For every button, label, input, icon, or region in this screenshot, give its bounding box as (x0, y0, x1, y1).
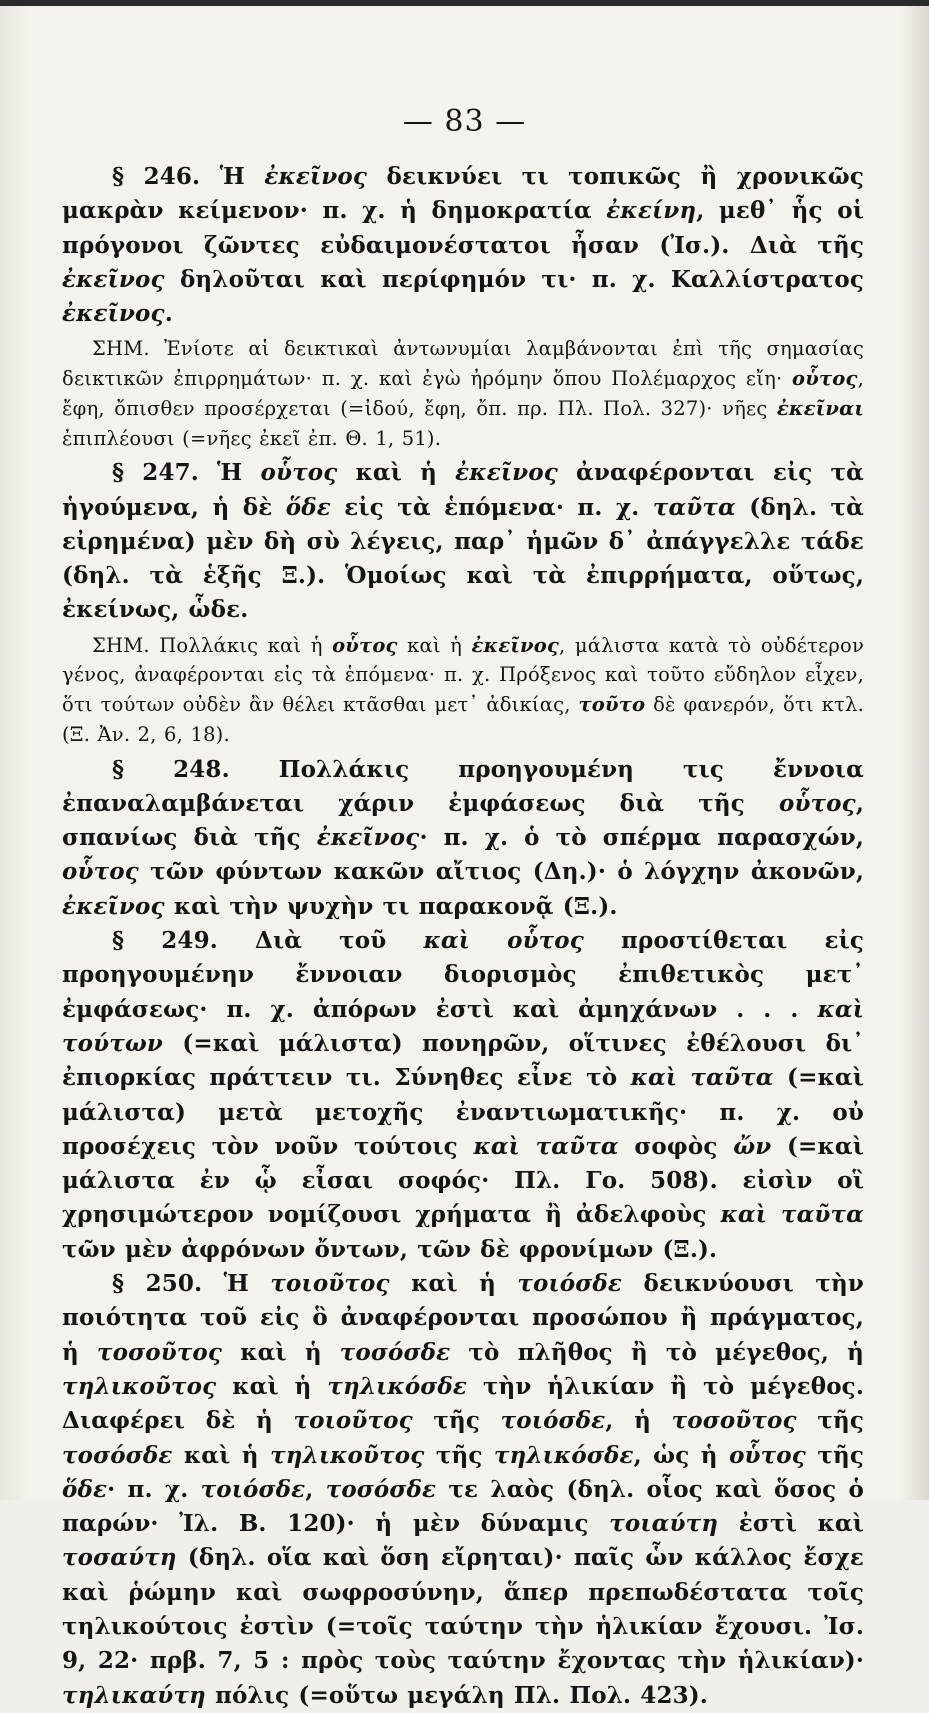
text-body (62, 160, 864, 1713)
text-run: καὶ ἡ (337, 459, 456, 487)
text-run: εἰς τὰ ἑπόμενα· π. χ. (330, 493, 653, 521)
text-run: δὲ φανερόν, ὅτι κτλ. (Ξ. Ἀν. 2, 6, 18). (62, 693, 864, 746)
text-run: τῆς (805, 1441, 865, 1469)
text-run: , ἔφη, ὄπισθεν προσέρχεται (=ἰδού, ἔφη, ὄπ. πρ. Πλ. Πολ. 327)· νῆες (62, 367, 864, 420)
text-run: σοφὸς (618, 1132, 734, 1160)
emphasized-word: τοιόσδε (500, 1407, 606, 1435)
emphasized-word: καὶ τούτων (62, 995, 864, 1057)
emphasized-word: τοσόσδε (325, 1475, 437, 1503)
text-run: τῶν φύντων κακῶν αἴτιος (Δη.)· ὁ λόγχην ἀκονῶν, (138, 858, 864, 886)
emphasized-word: τηλικαύτη (62, 1681, 206, 1709)
emphasized-word: καὶ ταῦτα (720, 1201, 865, 1229)
emphasized-word: τοιόσδε (200, 1475, 306, 1503)
emphasized-word: τοσόσδε (62, 1441, 173, 1469)
section-paragraph-s249 (62, 924, 864, 1267)
text-run: τῆς (412, 1407, 501, 1435)
emphasized-word: ὅδε (285, 493, 331, 521)
emphasized-word: τοσοῦτος (96, 1338, 223, 1366)
emphasized-word: ἐκεῖνος (62, 265, 165, 293)
emphasized-word: ἐκεῖνος (455, 459, 558, 487)
text-run: § 249. Διὰ τοῦ (112, 927, 424, 955)
text-run: (=καὶ μάλιστα) πονηρῶν, οἵτινες ἐθέλουσι δι᾽ ἐπιορκίας πράττειν τι. Σύνηθες εἶνε τὸ (62, 1029, 864, 1092)
text-run: § 247. Ἡ (112, 459, 261, 487)
text-run: , (305, 1475, 326, 1503)
emphasized-word: οὗτος (260, 459, 338, 487)
emphasized-word: τοιοῦτος (270, 1270, 390, 1298)
text-run: § 250. Ἡ (112, 1270, 271, 1298)
text-run: καὶ τὴν ψυχὴν τι παρακονᾷ (Ξ.). (164, 892, 618, 920)
text-run: δηλοῦται καὶ περίφημόν τι· π. χ. Καλλίστρατος (164, 265, 864, 293)
text-run: ΣΗΜ. Ἐνίοτε αἱ δεικτικαὶ ἀντωνυμίαι λαμβάνονται ἐπὶ τῆς σημασίας δεικτικῶν ἐπιρρημάτων· π. χ. καὶ ἐγὼ ἠρόμην ὅπου Πολέμαρχος εἴη· (62, 337, 864, 391)
text-run: ἐστὶ καὶ (718, 1510, 864, 1538)
emphasized-word: ἐκεῖναι (776, 396, 864, 420)
emphasized-word: οὗτος (729, 1441, 806, 1469)
emphasized-word: ἐκεῖνος (62, 892, 165, 920)
page-number: — 83 — (402, 104, 527, 139)
emphasized-word: τοιοῦτος (293, 1407, 413, 1435)
top-edge-rule (0, 0, 929, 6)
text-run: (δηλ. τὰ εἰρημένα) μὲν δὴ σὺ λέγεις, παρ᾽ ἡμῶν δ᾽ ἀπάγγελλε τάδε (δηλ. τὰ ἑξῆς Ξ.). Ὁμοίως καὶ τὰ ἐπιρρήματα, οὕτως, ἐκείνως, ὧδε. (62, 493, 864, 624)
text-run: καὶ ἡ (389, 1270, 518, 1298)
emphasized-word: ἐκεῖνος (264, 163, 368, 190)
emphasized-word: τοσοῦτος (671, 1407, 797, 1435)
text-run: , ὡς ἡ (633, 1441, 730, 1469)
text-run: , σπανίως διὰ τῆς (62, 789, 864, 852)
text-run: καὶ ἡ (397, 633, 472, 657)
text-run: (δηλ. οἵα καὶ ὅση εἴρηται)· παῖς ὧν κάλλος ἔσχε καὶ ῥώμην καὶ σωφροσύνην, ἅπερ πρεπωδέστατα τοῖς τηλικούτοις ἐστὶν (=τοῖς ταύτην τὴν ἡλικίαν ἔχουσι. Ἰσ. 9, 22· πρβ. 7, 5 : πρὸς τοὺς ταύτην ἔχοντας τὴν ἡλικίαν)· (62, 1544, 864, 1675)
text-run: καὶ ἡ (172, 1441, 271, 1469)
emphasized-word: ἐκείνη (606, 197, 697, 225)
text-run: (=καὶ μάλιστα) μετὰ μετοχῆς ἐναντιωματικῆς· π. χ. οὐ προσέχεις τὸν νοῦν τούτοις (62, 1064, 865, 1160)
text-run: . (164, 300, 173, 328)
emphasized-word: τηλικοῦτος (62, 1372, 217, 1400)
section-paragraph-s248 (62, 753, 864, 924)
text-run: ΣΗΜ. Πολλάκις καὶ ἡ (92, 633, 333, 657)
emphasized-word: καὶ ταῦτα (630, 1064, 774, 1092)
emphasized-word: οὗτος (792, 367, 858, 391)
text-run: · π. χ. (107, 1475, 201, 1503)
text-run: πόλις (=οὕτω μεγάλη Πλ. Πολ. 423). (205, 1681, 708, 1709)
emphasized-word: τοσαύτη (62, 1544, 177, 1572)
text-run: τὸ πλῆθος ἢ τὸ μέγεθος, ἡ (450, 1338, 864, 1366)
text-run: προστίθεται εἰς προηγουμένην ἔννοιαν διορισμὸς ἐπιθετικὸς μετ᾽ ἐμφάσεως· π. χ. ἀπόρων ἐστὶ καὶ ἀμηχάνων . . . (62, 927, 865, 1023)
remark-paragraph-note-246 (62, 334, 864, 453)
emphasized-word: τηλικόσδε (493, 1441, 634, 1469)
emphasized-word: τοσόσδε (339, 1338, 451, 1366)
text-run: ἀναφέρονται εἰς τὰ ἡγούμενα, ἡ δὲ (62, 459, 864, 521)
text-run: καὶ ἡ (216, 1372, 328, 1400)
emphasized-word: ταῦτα (652, 493, 736, 521)
emphasized-word: τηλικόσδε (327, 1372, 468, 1400)
text-run: , μεθ᾽ ἧς οἱ πρόγονοι ζῶντες εὐδαιμονέστατοι ἦσαν (Ἰσ.). Διὰ τῆς (62, 197, 865, 259)
emphasized-word: οὗτος (778, 789, 856, 817)
text-run: ἐπιπλέουσι (=νῆες ἐκεῖ ἐπ. Θ. 1, 51). (62, 426, 442, 450)
text-run: καὶ ἡ (222, 1338, 340, 1366)
emphasized-word: ἐκεῖνος (471, 633, 560, 657)
emphasized-word: τοιαύτη (609, 1510, 719, 1538)
emphasized-word: ὤν (733, 1132, 772, 1160)
emphasized-word: τοιόσδε (517, 1270, 623, 1298)
text-run: , μάλιστα κατὰ τὸ οὐδέτερον γένος, ἀναφέρονται εἰς τὰ ἑπόμενα· π. χ. Πρόξενος καὶ τοῦτο εὔδηλον εἶχεν, ὅτι τούτων οὐδὲν ἂν θέλει κτᾶσθαι μετ᾽ ἀδικίας, (62, 633, 865, 717)
text-run: § 248. Πολλάκις προηγουμένη τις ἔννοια ἐπαναλαμβάνεται χάριν ἐμφάσεως διὰ τῆς (62, 755, 864, 817)
emphasized-word: καὶ ταῦτα (473, 1132, 619, 1160)
section-paragraph-s246 (62, 160, 864, 331)
emphasized-word: ἐκεῖνος (316, 824, 420, 852)
text-run: δεικνύουσι τὴν ποιότητα τοῦ εἰς ὃ ἀναφέρονται προσώπου ἢ πράγματος, ἡ (62, 1270, 864, 1366)
text-run: τὴν ἡλικίαν ἢ τὸ μέγεθος. Διαφέρει δὲ ἡ (62, 1372, 864, 1435)
emphasized-word: τηλικοῦτος (270, 1441, 425, 1469)
emphasized-word: ὅδε (62, 1475, 108, 1503)
text-run: τῆς (796, 1407, 864, 1435)
emphasized-word: ἐκεῖνος (62, 300, 165, 328)
emphasized-word: τοῦτο (578, 693, 646, 717)
emphasized-word: οὗτος (332, 633, 398, 657)
text-run: τῆς (424, 1441, 494, 1469)
text-run: , ἡ (605, 1407, 672, 1435)
text-run: § 246. Ἡ (112, 163, 265, 190)
section-paragraph-s247 (62, 456, 864, 627)
text-run: τε λαὸς (δηλ. οἷος καὶ ὅσος ὁ παρών· Ἰλ. Β. 120)· ἡ μὲν δύναμις (62, 1475, 864, 1538)
text-run: δεικνύει τι τοπικῶς ἢ χρονικῶς μακρὰν κείμενον· π. χ. ἡ δημοκρατία (62, 163, 864, 225)
text-run: · π. χ. ὁ τὸ σπέρμα παρασχών, (419, 824, 864, 852)
text-run: τῶν μὲν ἀφρόνων ὄντων, τῶν δὲ φρονίμων (Ξ.). (62, 1235, 718, 1263)
remark-paragraph-note-247 (62, 631, 864, 750)
section-paragraph-s250 (62, 1267, 864, 1713)
emphasized-word: καὶ οὗτος (423, 927, 584, 955)
emphasized-word: οὗτος (62, 858, 139, 886)
text-run: (=καὶ μάλιστα ἐν ᾧ εἶσαι σοφός· Πλ. Γο. 508). εἰσὶν οἳ χρησιμώτερον νομίζουσι χρήματα ἢ ἀδελφοὺς (62, 1132, 864, 1229)
